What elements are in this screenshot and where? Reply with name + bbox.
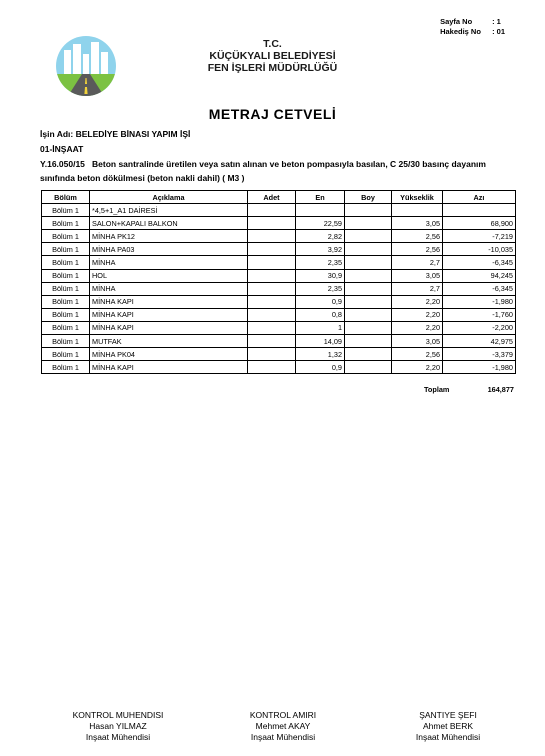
cell-length: [345, 321, 392, 334]
cell-count: [248, 335, 296, 348]
cell-section: Bölüm 1: [42, 256, 90, 269]
table-row: [42, 282, 516, 295]
cell-section: Bölüm 1: [42, 269, 90, 282]
cell-width: 30,9: [296, 269, 345, 282]
cell-length: [345, 348, 392, 361]
col-header-count: Adet: [248, 191, 296, 204]
col-header-length: Boy: [345, 191, 392, 204]
cell-description: MİNHA PK12: [90, 230, 248, 243]
cell-section: Bölüm 1: [42, 348, 90, 361]
col-header-height: Yükseklik: [392, 191, 443, 204]
cell-height: 2,20: [392, 295, 443, 308]
organization-header: [0, 38, 545, 74]
cell-width: 1: [296, 321, 345, 334]
table-body: [42, 204, 516, 374]
cell-height: 3,05: [392, 335, 443, 348]
signature-title: Inşaat Mühendisi: [415, 732, 481, 742]
cell-height: 2,56: [392, 243, 443, 256]
cell-description: MİNHA PK04: [90, 348, 248, 361]
cell-section: Bölüm 1: [42, 204, 90, 217]
cell-width: 0,9: [296, 361, 345, 374]
cell-length: [345, 282, 392, 295]
cell-length: [345, 295, 392, 308]
measurement-table: [41, 190, 516, 374]
progress-payment-value: : 01: [492, 27, 505, 36]
signature-role: KONTROL MUHENDISI: [72, 710, 164, 720]
cell-description: MUTFAK: [90, 335, 248, 348]
col-header-width: En: [296, 191, 345, 204]
cell-count: [248, 361, 296, 374]
cell-description: HOL: [90, 269, 248, 282]
cell-amount: [443, 204, 516, 217]
cell-height: 2,20: [392, 361, 443, 374]
page-info: [440, 17, 505, 37]
cell-section: Bölüm 1: [42, 335, 90, 348]
cell-width: 2,82: [296, 230, 345, 243]
cell-length: [345, 335, 392, 348]
cell-length: [345, 269, 392, 282]
table-row: [42, 308, 516, 321]
table-row: [42, 230, 516, 243]
cell-description: MİNHA KAPI: [90, 308, 248, 321]
cell-length: [345, 308, 392, 321]
cell-amount: -6,345: [443, 256, 516, 269]
cell-length: [345, 204, 392, 217]
cell-amount: -1,760: [443, 308, 516, 321]
cell-height: [392, 204, 443, 217]
progress-payment-row: [440, 27, 505, 37]
cell-section: Bölüm 1: [42, 308, 90, 321]
cell-count: [248, 348, 296, 361]
signature-control-engineer: [43, 710, 193, 743]
signature-title: Inşaat Mühendisi: [85, 732, 151, 742]
cell-section: Bölüm 1: [42, 282, 90, 295]
cell-width: 3,92: [296, 243, 345, 256]
cell-amount: -10,035: [443, 243, 516, 256]
cell-amount: 42,975: [443, 335, 516, 348]
cell-count: [248, 282, 296, 295]
cell-count: [248, 243, 296, 256]
cell-amount: 94,245: [443, 269, 516, 282]
table-row: [42, 335, 516, 348]
cell-description: MİNHA KAPI: [90, 321, 248, 334]
cell-amount: -1,980: [443, 295, 516, 308]
signature-role: ŞANTIYE ŞEFI: [419, 710, 477, 720]
item-code: Y.16.050/15: [40, 159, 85, 169]
total-label: Toplam: [424, 385, 450, 394]
cell-section: Bölüm 1: [42, 295, 90, 308]
job-name: İşin Adı: BELEDİYE BİNASI YAPIM İŞİ: [40, 129, 191, 139]
cell-height: 2,20: [392, 308, 443, 321]
table-header-row: [42, 191, 516, 204]
cell-width: 0,9: [296, 295, 345, 308]
cell-count: [248, 230, 296, 243]
page-number-value: : 1: [492, 17, 501, 26]
cell-count: [248, 204, 296, 217]
cell-section: Bölüm 1: [42, 230, 90, 243]
cell-width: [296, 204, 345, 217]
cell-description: MİNHA: [90, 256, 248, 269]
signature-name: Mehmet AKAY: [255, 721, 311, 731]
table-row: [42, 217, 516, 230]
signature-role: KONTROL AMIRI: [249, 710, 317, 720]
cell-description: MİNHA PA03: [90, 243, 248, 256]
cell-height: 2,56: [392, 230, 443, 243]
cell-section: Bölüm 1: [42, 361, 90, 374]
page-number-row: [440, 17, 505, 27]
signature-control-chief: [208, 710, 358, 743]
cell-section: Bölüm 1: [42, 321, 90, 334]
col-header-section: Bölüm: [42, 191, 90, 204]
cell-height: 2,20: [392, 321, 443, 334]
header-line-tc: T.C.: [263, 38, 282, 50]
header-line-municipality: KÜÇÜKYALI BELEDİYESİ: [209, 50, 336, 62]
cell-amount: -7,219: [443, 230, 516, 243]
cell-section: Bölüm 1: [42, 217, 90, 230]
cell-width: 1,32: [296, 348, 345, 361]
cell-width: 22,59: [296, 217, 345, 230]
cell-width: 2,35: [296, 282, 345, 295]
cell-amount: -2,200: [443, 321, 516, 334]
cell-width: 2,35: [296, 256, 345, 269]
table-row: [42, 256, 516, 269]
cell-section: Bölüm 1: [42, 243, 90, 256]
section-name: 01-İNŞAAT: [40, 144, 84, 154]
cell-length: [345, 230, 392, 243]
col-header-description: Açıklama: [90, 191, 248, 204]
cell-width: 14,09: [296, 335, 345, 348]
table-row: [42, 321, 516, 334]
cell-height: 2,7: [392, 282, 443, 295]
cell-count: [248, 269, 296, 282]
cell-height: 2,56: [392, 348, 443, 361]
table-row: [42, 361, 516, 374]
item-text: Beton santralinde üretilen veya satın alınan ve beton pompasıyla basılan, C 25/30 basınç dayanım sınıfında beton dökülmesi (beton nakli dahil) ( M3 ): [40, 159, 486, 183]
header-line-department: FEN İŞLERİ MÜDÜRLÜĞÜ: [207, 62, 338, 74]
cell-description: MİNHA KAPI: [90, 361, 248, 374]
page-number-label: Sayfa No: [440, 17, 473, 26]
cell-count: [248, 321, 296, 334]
cell-count: [248, 308, 296, 321]
cell-description: *4,5+1_A1 DAİRESİ: [90, 204, 248, 217]
cell-height: 2,7: [392, 256, 443, 269]
total-value: 164,877: [487, 385, 514, 394]
cell-length: [345, 256, 392, 269]
document-title: METRAJ CETVELİ: [208, 106, 337, 122]
signature-site-chief: [373, 710, 523, 743]
cell-amount: 68,900: [443, 217, 516, 230]
cell-description: MİNHA KAPI: [90, 295, 248, 308]
cell-height: 3,05: [392, 217, 443, 230]
cell-amount: -1,980: [443, 361, 516, 374]
cell-description: SALON+KAPALI BALKON: [90, 217, 248, 230]
cell-length: [345, 243, 392, 256]
table-row: [42, 243, 516, 256]
signature-name: Ahmet BERK: [422, 721, 474, 731]
cell-count: [248, 256, 296, 269]
cell-description: MİNHA: [90, 282, 248, 295]
cell-width: 0,8: [296, 308, 345, 321]
cell-length: [345, 361, 392, 374]
table-row: [42, 295, 516, 308]
cell-amount: -6,345: [443, 282, 516, 295]
cell-amount: -3,379: [443, 348, 516, 361]
signature-title: Inşaat Mühendisi: [250, 732, 316, 742]
cell-count: [248, 217, 296, 230]
table-row: [42, 348, 516, 361]
cell-count: [248, 295, 296, 308]
cell-height: 3,05: [392, 269, 443, 282]
progress-payment-label: Hakediş No: [440, 27, 481, 36]
signature-name: Hasan YILMAZ: [89, 721, 147, 731]
item-description: [40, 157, 510, 185]
cell-length: [345, 217, 392, 230]
table-row: [42, 204, 516, 217]
table-row: [42, 269, 516, 282]
col-header-amount: Azı: [443, 191, 516, 204]
